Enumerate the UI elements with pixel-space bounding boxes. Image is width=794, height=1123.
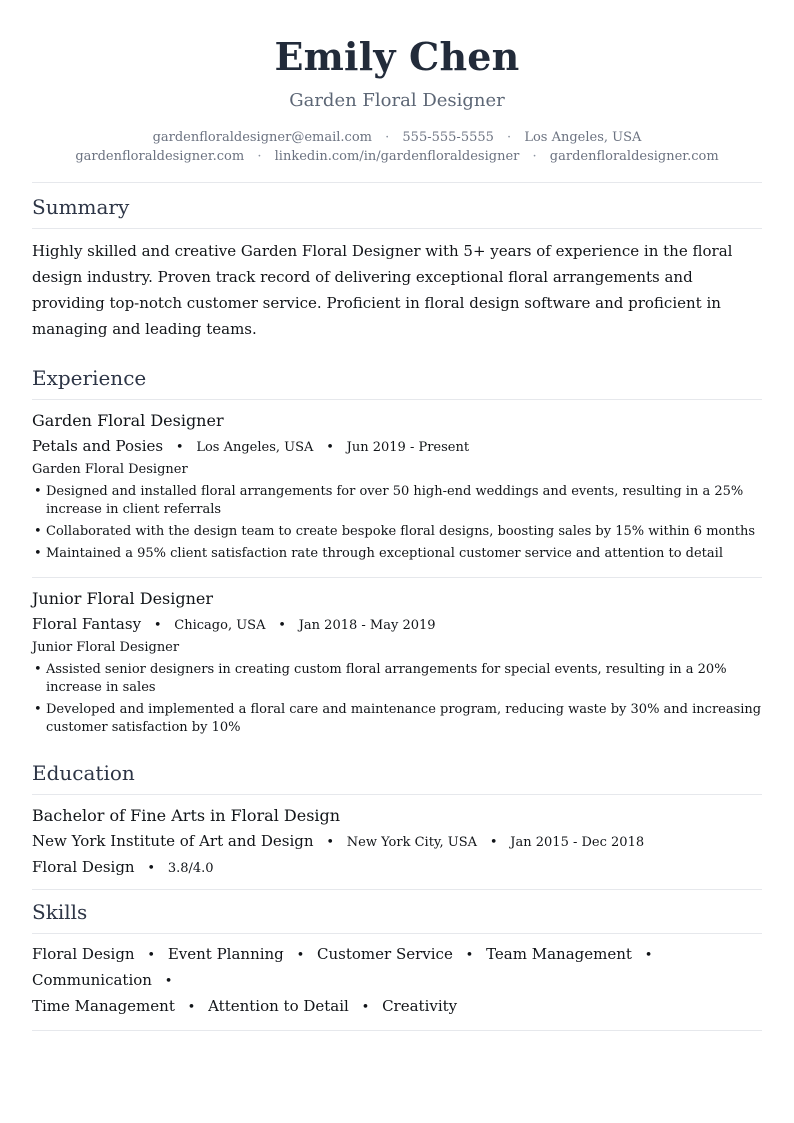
skill-item: Attention to Detail — [208, 997, 349, 1015]
skill-separator: • — [465, 948, 474, 963]
education-details — [32, 857, 762, 879]
bullet-item: • Assisted senior designers in creating custom floral arrangements for special events, resulting in a 20% increase in sales — [32, 661, 762, 697]
field-of-study: Floral Design — [32, 858, 135, 876]
job-bullets — [32, 661, 762, 737]
summary-text: Highly skilled and creative Garden Floral Designer with 5+ years of experience in the floral design industry. Proven track record of delivering exceptional floral arrangements and providing top-notch customer service. Proficient in floral design software and proficient in managing and leading teams. — [32, 242, 733, 338]
experience-entry — [32, 400, 762, 578]
section-title-summary: Summary — [32, 183, 762, 229]
meta-separator: • — [153, 618, 162, 633]
phone-number: 555-555-5555 — [402, 130, 494, 145]
skill-item: Team Management — [486, 945, 632, 963]
section-title-skills: Skills — [32, 890, 762, 934]
summary-section — [32, 183, 762, 342]
job-dates: Jan 2018 - May 2019 — [298, 618, 436, 633]
contact-separator: · — [385, 130, 390, 145]
location: Los Angeles, USA — [524, 130, 642, 145]
education-entry — [32, 795, 762, 890]
skill-item: Floral Design — [32, 945, 135, 963]
bullet-item: • Developed and implemented a floral care and maintenance program, reducing waste by 30% and increasing customer satisfaction by 10% — [32, 701, 762, 737]
candidate-name: Emily Chen — [274, 34, 520, 79]
skill-separator: • — [644, 948, 653, 963]
email-link[interactable]: gardenfloraldesigner@email.com — [152, 130, 372, 145]
meta-separator: • — [326, 835, 334, 850]
section-title-education: Education — [32, 751, 762, 795]
skill-item: Event Planning — [167, 945, 284, 963]
gpa: 3.8/4.0 — [167, 861, 214, 876]
skill-item: Communication — [32, 971, 152, 989]
degree-title: Bachelor of Fine Arts in Floral Design — [32, 806, 341, 825]
resume-header — [32, 0, 762, 166]
skill-separator: • — [164, 974, 173, 989]
experience-entry — [32, 578, 762, 751]
candidate-role: Garden Floral Designer — [289, 90, 505, 111]
skill-separator: • — [187, 1000, 196, 1015]
skill-item: Creativity — [382, 997, 458, 1015]
education-section — [32, 751, 762, 890]
website-link[interactable]: gardenfloraldesigner.com — [549, 149, 719, 164]
skill-separator: • — [361, 1000, 370, 1015]
skills-list — [32, 934, 762, 1031]
skill-separator: • — [296, 948, 305, 963]
job-title: Garden Floral Designer — [32, 411, 224, 430]
job-meta — [32, 436, 762, 458]
section-title-experience: Experience — [32, 356, 762, 400]
education-meta — [32, 831, 762, 853]
job-dates: Jun 2019 - Present — [346, 440, 470, 455]
job-meta — [32, 614, 762, 636]
job-title: Junior Floral Designer — [32, 589, 214, 608]
skill-separator: • — [147, 948, 156, 963]
company-name: Petals and Posies — [32, 437, 164, 455]
experience-section — [32, 356, 762, 751]
skill-item: Time Management — [32, 997, 175, 1015]
meta-separator: • — [147, 861, 156, 876]
job-location: Chicago, USA — [174, 618, 266, 633]
bullet-item: • Designed and installed floral arrangements for over 50 high-end weddings and events, resulting in a 25% increase in client referrals — [32, 483, 762, 519]
linkedin-link[interactable]: linkedin.com/in/gardenfloraldesigner — [274, 149, 520, 164]
contact-separator: · — [507, 130, 512, 145]
school-name: New York Institute of Art and Design — [32, 832, 314, 850]
bullet-item: • Maintained a 95% client satisfaction rate through exceptional customer service and attention to detail — [32, 545, 762, 563]
contact-info — [32, 128, 762, 166]
job-description: Garden Floral Designer — [32, 462, 188, 477]
bullet-item: • Collaborated with the design team to create bespoke floral designs, boosting sales by 15% within 6 months — [32, 523, 762, 541]
company-name: Floral Fantasy — [32, 615, 142, 633]
meta-separator: • — [489, 835, 498, 850]
skill-item: Customer Service — [317, 945, 453, 963]
meta-separator: • — [278, 618, 286, 633]
school-location: New York City, USA — [346, 835, 478, 850]
meta-separator: • — [326, 440, 334, 455]
education-dates: Jan 2015 - Dec 2018 — [510, 835, 645, 850]
meta-separator: • — [175, 440, 184, 455]
contact-separator: · — [532, 149, 537, 164]
skills-section — [32, 890, 762, 1031]
contact-line-2 — [32, 147, 762, 166]
contact-separator: · — [257, 149, 262, 164]
job-description: Junior Floral Designer — [32, 640, 180, 655]
contact-line-1 — [32, 128, 762, 147]
job-bullets — [32, 483, 762, 563]
job-location: Los Angeles, USA — [196, 440, 314, 455]
website-link[interactable]: gardenfloraldesigner.com — [75, 149, 245, 164]
